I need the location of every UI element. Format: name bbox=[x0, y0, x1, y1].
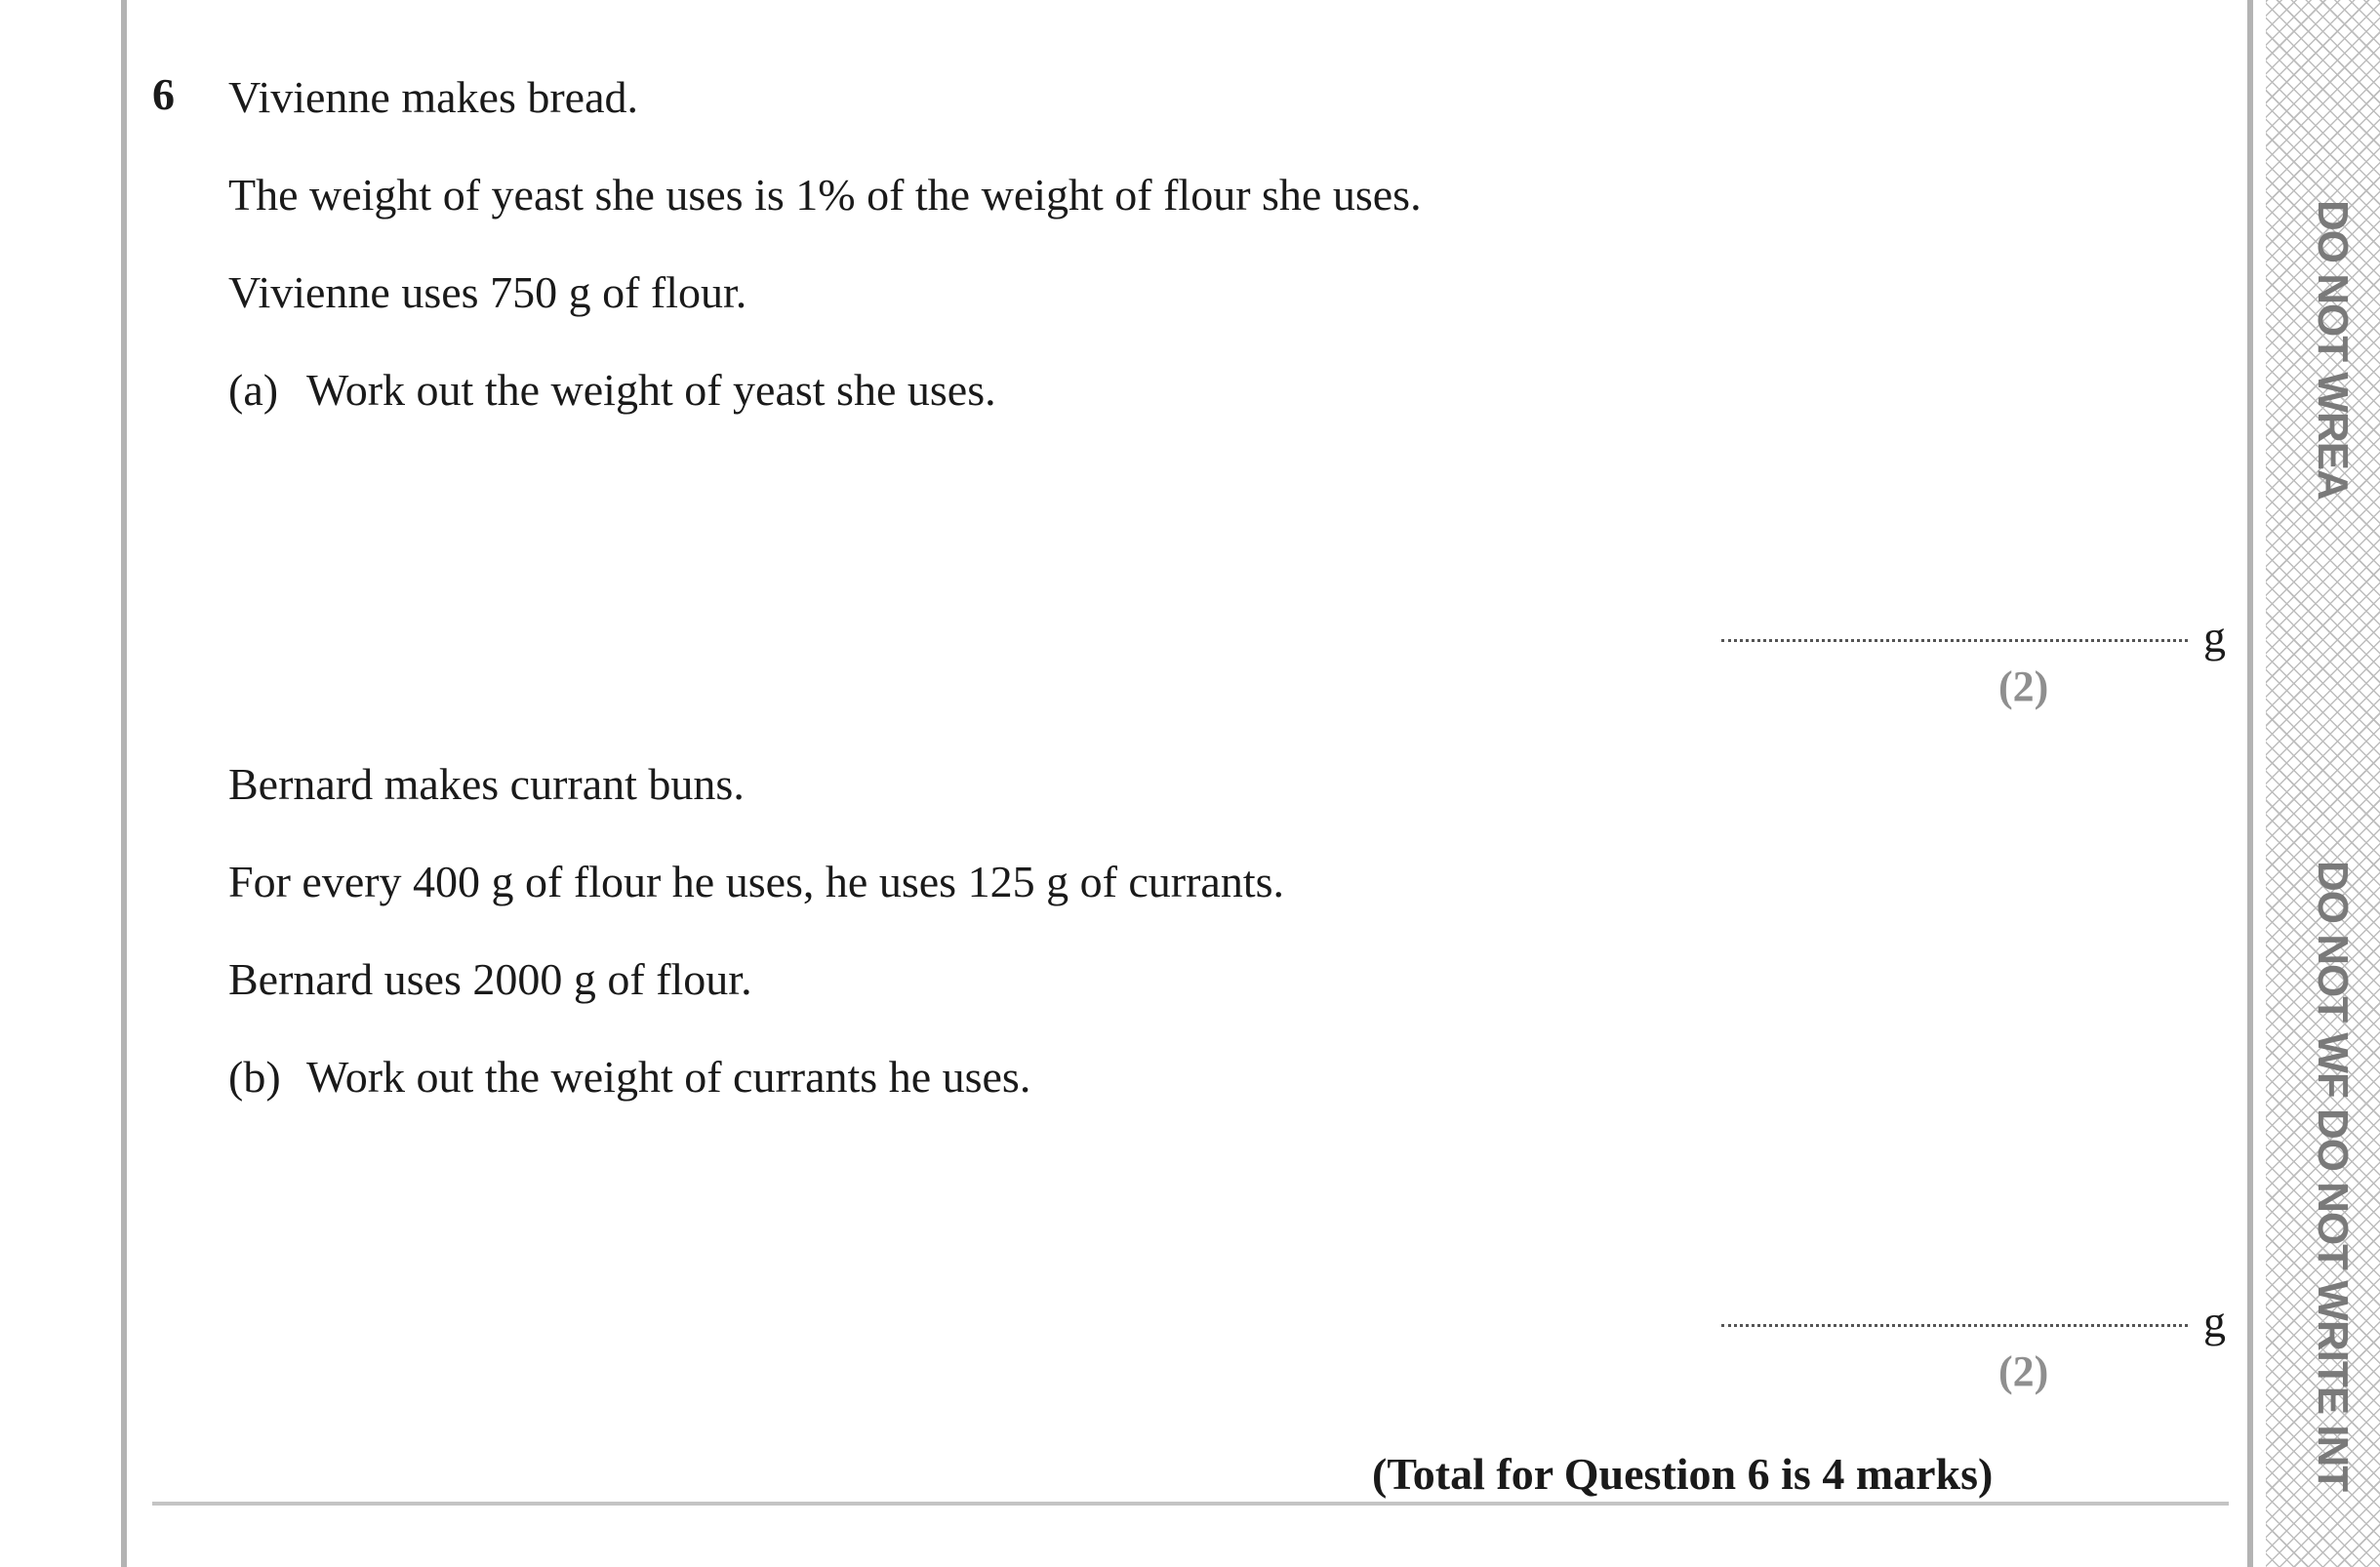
part-b-text: Work out the weight of currants he uses. bbox=[306, 1052, 1031, 1102]
question-number: 6 bbox=[152, 69, 175, 119]
part-b-line-1: Bernard makes currant buns. bbox=[228, 759, 745, 809]
intro-line-3: Vivienne uses 750 g of flour. bbox=[228, 267, 747, 317]
answer-unit-a: g bbox=[2203, 612, 2226, 662]
answer-line-a[interactable] bbox=[1721, 639, 2188, 642]
marks-a: (2) bbox=[1998, 663, 2049, 710]
margin-warning-bottom: DO NOT WF DO NOT WRITE INT bbox=[2309, 861, 2357, 1492]
margin-warning-top: DO NOT WREA bbox=[2309, 200, 2357, 500]
part-a-label: (a) bbox=[228, 365, 279, 415]
intro-line-2: The weight of yeast she uses is 1% of the weight of flour she uses. bbox=[228, 170, 1422, 220]
part-b-prompt bbox=[228, 1052, 1031, 1102]
part-b-label: (b) bbox=[228, 1052, 281, 1102]
part-a-prompt bbox=[228, 365, 996, 415]
intro-line-1: Vivienne makes bread. bbox=[228, 72, 639, 122]
part-b-line-2: For every 400 g of flour he uses, he uses 125 g of currants. bbox=[228, 857, 1285, 906]
question-total: (Total for Question 6 is 4 marks) bbox=[1372, 1449, 1994, 1499]
part-b-line-3: Bernard uses 2000 g of flour. bbox=[228, 954, 752, 1004]
answer-unit-b: g bbox=[2203, 1297, 2226, 1346]
answer-line-b[interactable] bbox=[1721, 1324, 2188, 1327]
part-a-text: Work out the weight of yeast she uses. bbox=[306, 365, 996, 415]
question-divider bbox=[152, 1502, 2229, 1506]
marks-b: (2) bbox=[1998, 1347, 2049, 1395]
